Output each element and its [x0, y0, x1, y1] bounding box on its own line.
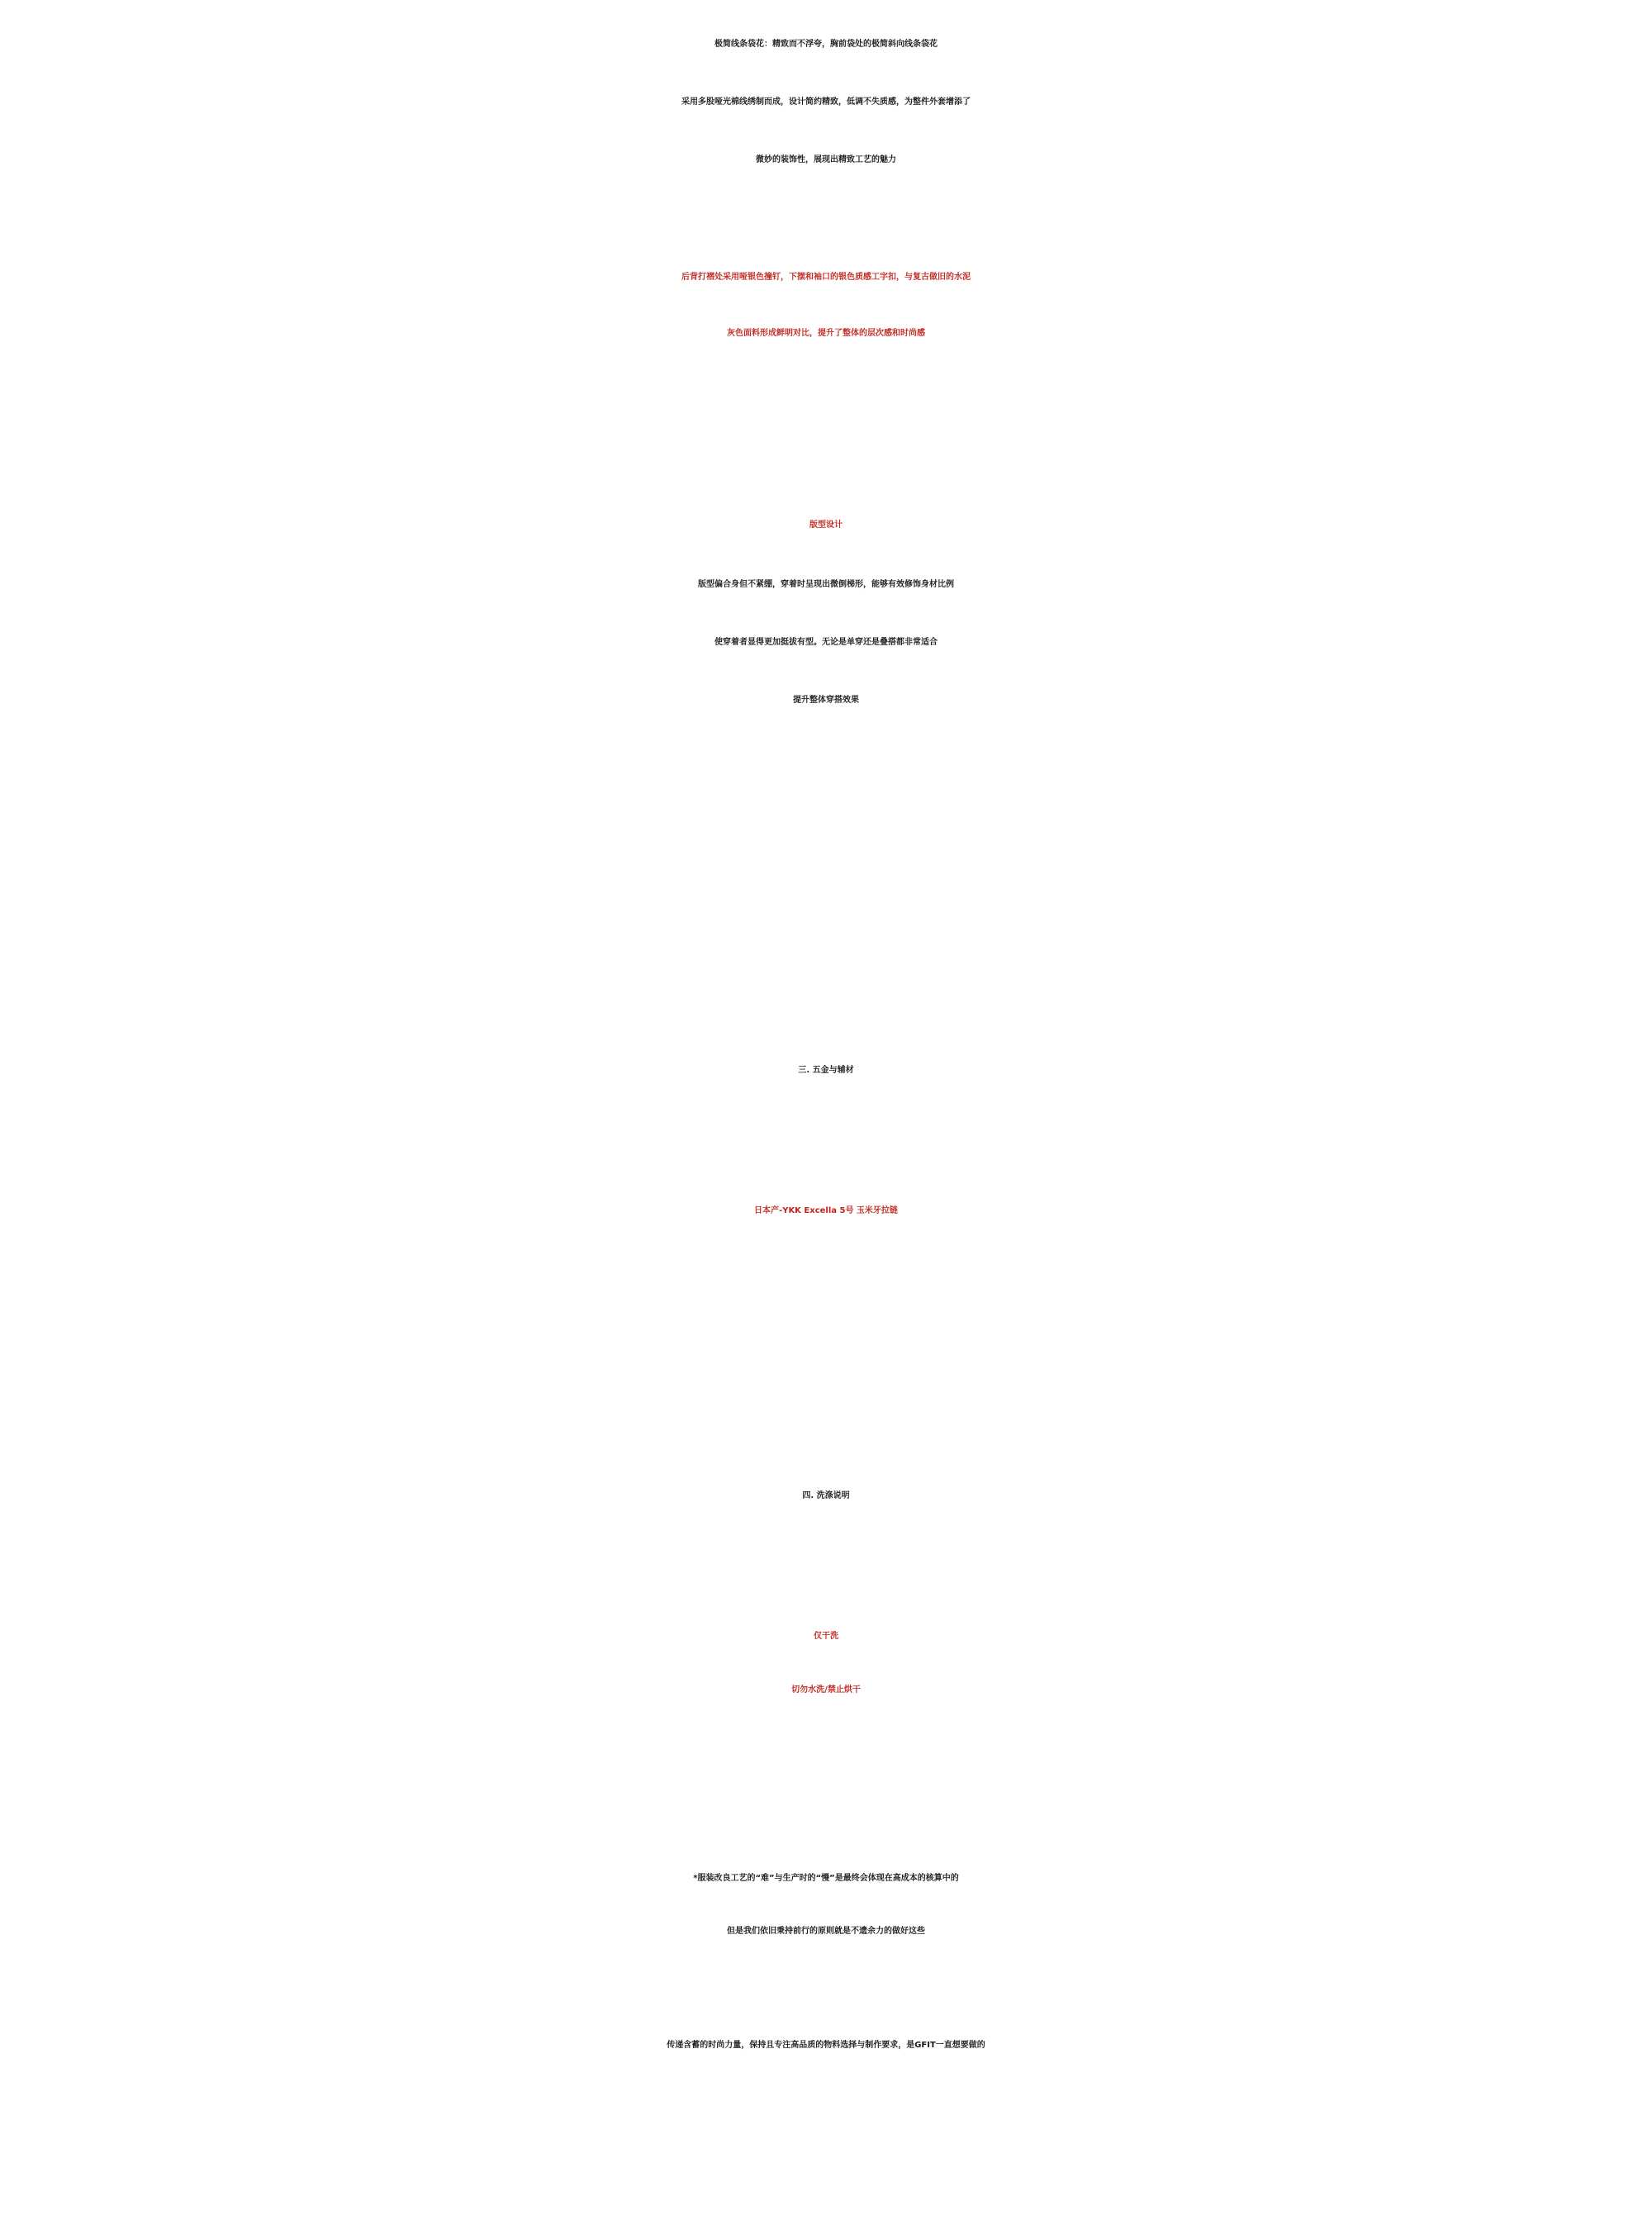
embroidery-text-line-2: 采用多股哑光棉线绣制而成，设计简约精致，低调不失质感，为整件外套增添了 — [681, 97, 971, 107]
section-washing-title: 四. 洗涤说明 — [802, 1491, 850, 1500]
zipper-detail: 日本产-YKK Excella 5号 玉米牙拉链 — [754, 1206, 898, 1215]
washing-instruction-line-2: 切勿水洗/禁止烘干 — [791, 1685, 861, 1695]
closing-statement: 传递含蓄的时尚力量，保持且专注高品质的物料选择与制作要求，是GFIT一直想要做的 — [667, 2041, 985, 2050]
embroidery-text-line-3: 微妙的装饰性，展现出精致工艺的魅力 — [756, 155, 896, 164]
embroidery-text-line-1: 极简线条袋花：精致而不浮夸，胸前袋处的极简斜向线条袋花 — [714, 40, 938, 49]
fit-design-line-1: 版型偏合身但不紧绷，穿着时呈现出微倒梯形，能够有效修饰身材比例 — [698, 580, 954, 589]
fit-design-line-3: 提升整体穿搭效果 — [793, 696, 859, 705]
washing-instruction-line-1: 仅干洗 — [814, 1632, 838, 1641]
section-hardware-title: 三. 五金与辅材 — [798, 1066, 854, 1075]
footnote-line-1: *服装改良工艺的“难”与生产时的“慢”是最终会体现在高成本的核算中的 — [693, 1874, 959, 1883]
fit-design-line-2: 使穿着者显得更加挺拔有型。无论是单穿还是叠搭都非常适合 — [714, 638, 938, 647]
hardware-note-line-2: 灰色面料形成鲜明对比，提升了整体的层次感和时尚感 — [727, 329, 925, 338]
fit-design-heading: 版型设计 — [809, 521, 843, 530]
footnote-line-2: 但是我们依旧秉持前行的原则就是不遗余力的做好这些 — [727, 1927, 925, 1936]
hardware-note-line-1: 后背打褶处采用哑银色撞钉，下摆和袖口的银色质感工字扣，与复古做旧的水泥 — [681, 273, 971, 282]
